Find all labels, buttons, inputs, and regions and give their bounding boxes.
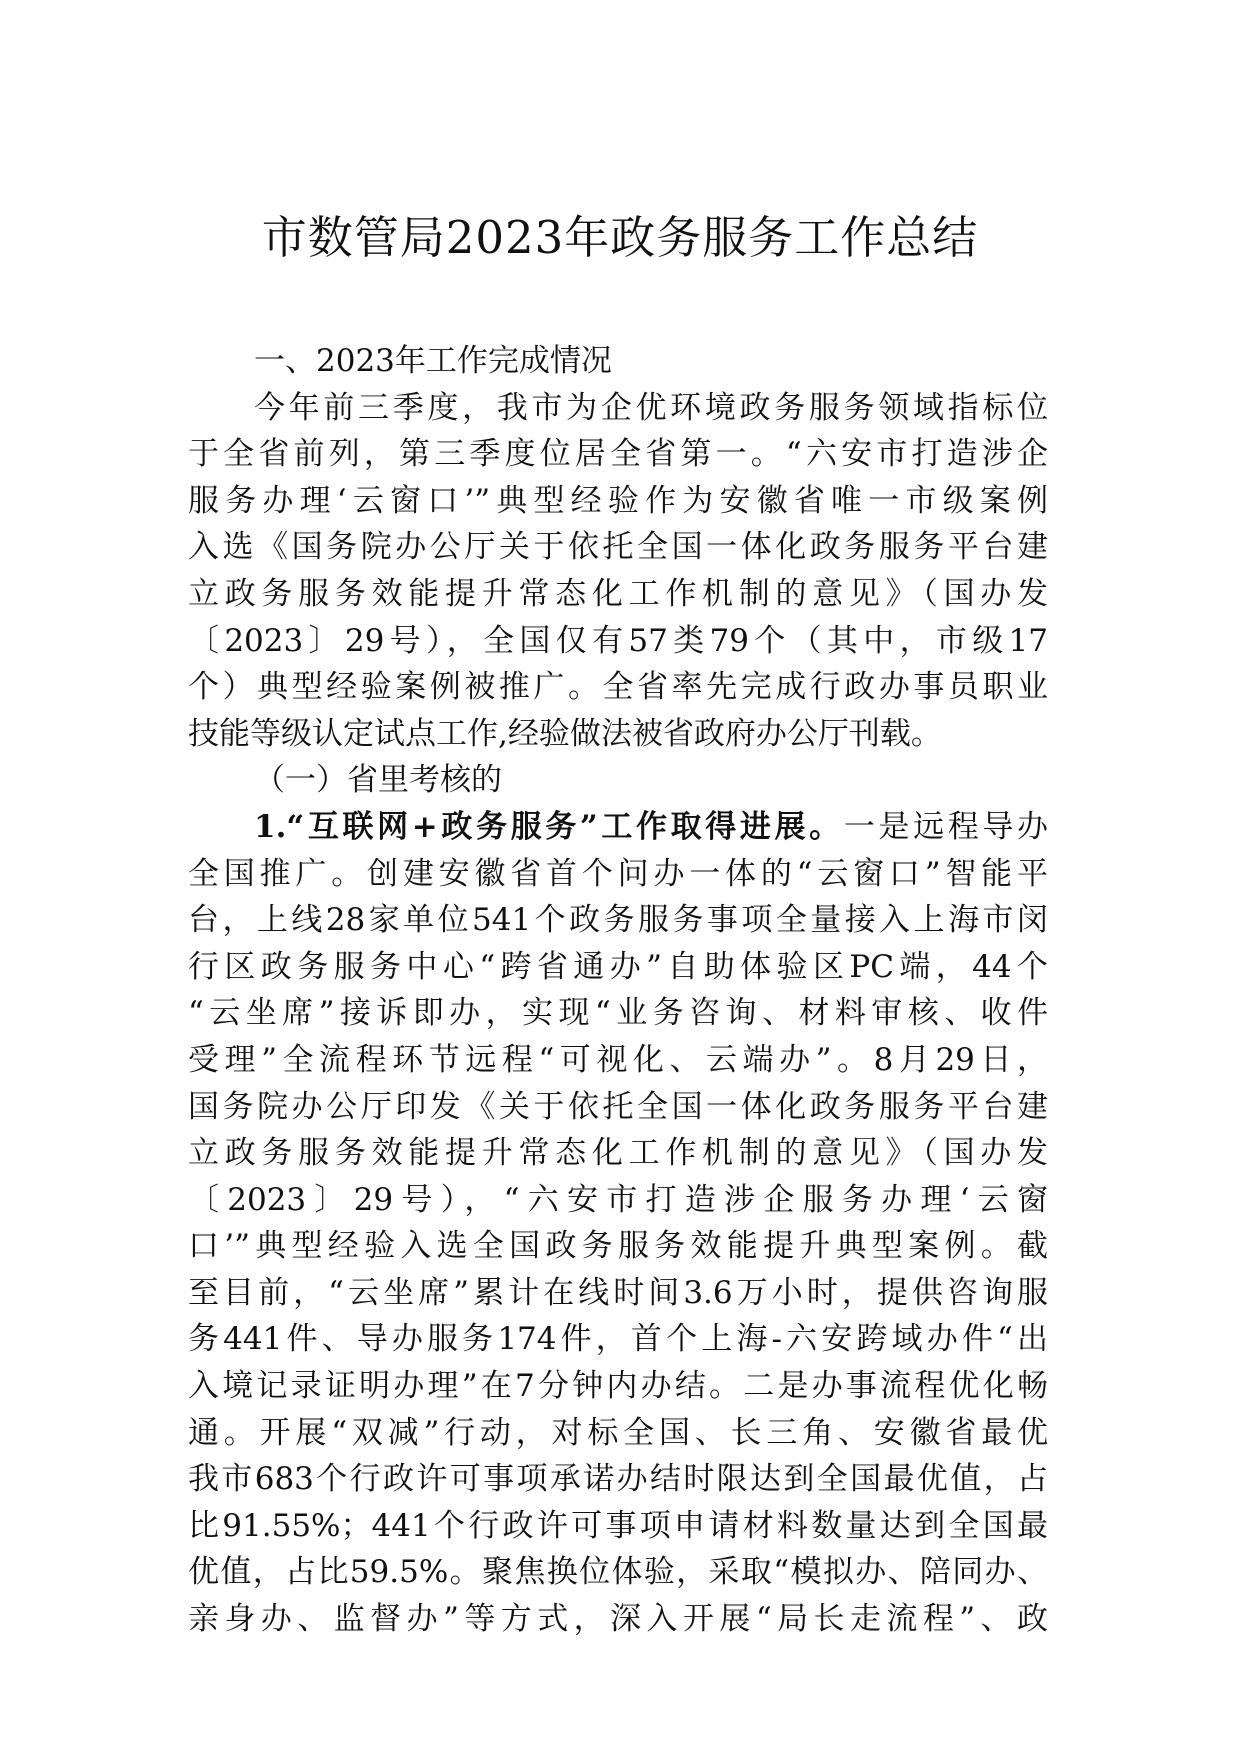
paragraph-line: [188, 1223, 1048, 1270]
line-text: 我市683个行政许可事项承诺办结时限达到全国最优值，占: [188, 1461, 1048, 1498]
paragraph-line: [188, 1177, 1048, 1224]
document-title: 市数管局2023年政务服务工作总结: [261, 211, 979, 264]
paragraph-line: [188, 944, 1048, 991]
line-text: 〔2023〕29号），全国仅有57类79个（其中，市级17: [188, 622, 1048, 659]
paragraph-line: [188, 571, 1048, 618]
line-text: 〔2023〕29号），“六安市打造涉企服务办理‘云窗: [188, 1181, 1048, 1218]
paragraph-line: [188, 431, 1048, 478]
line-text: 入境记录证明办理”在7分钟内办结。二是办事流程优化畅: [188, 1368, 1048, 1405]
section-heading: [188, 338, 1048, 385]
line-text: 全国推广。创建安徽省首个问办一体的“云窗口”智能平: [188, 855, 1048, 892]
subsection-heading: [188, 757, 1048, 804]
paragraph-line: [188, 1037, 1048, 1084]
line-text: 一是远程导办: [843, 808, 1049, 845]
paragraph-line: [188, 1596, 1048, 1643]
line-text: 一、2023年工作完成情况: [254, 343, 612, 379]
line-text: 行区政务服务中心“跨省通办”自助体验区PC端，44个: [188, 948, 1048, 985]
line-text: 口’”典型经验入选全国政务服务效能提升典型案例。截: [188, 1228, 1048, 1265]
line-text: 技能等级认定试点工作,经验做法被省政府办公厅刊载。: [188, 715, 942, 752]
paragraph-line: [188, 711, 1048, 758]
paragraph-line: [188, 851, 1048, 898]
paragraph-line: [188, 897, 1048, 944]
line-text: 至目前，“云坐席”累计在线时间3.6万小时，提供咨询服: [188, 1274, 1048, 1311]
line-text: 优值，占比59.5%。聚焦换位体验，采取“模拟办、陪同办、: [188, 1554, 1048, 1591]
line-text: 国务院办公厅印发《关于依托全国一体化政务服务平台建: [188, 1088, 1048, 1125]
paragraph-line: [188, 804, 1048, 851]
line-text: 比91.55%；441个行政许可事项申请材料数量达到全国最: [188, 1507, 1048, 1544]
paragraph-line: [188, 478, 1048, 525]
paragraph-line: [188, 618, 1048, 665]
paragraph-line: [188, 524, 1048, 571]
line-text: 服务办理‘云窗口’”典型经验作为安徽省唯一市级案例: [188, 482, 1048, 519]
paragraph-line: [188, 1410, 1048, 1457]
paragraph-line: [188, 1130, 1048, 1177]
line-text: 立政务服务效能提升常态化工作机制的意见》（国办发: [188, 575, 1048, 612]
paragraph-line: [188, 1316, 1048, 1363]
document-body: [188, 338, 1048, 1643]
line-text: 务441件、导办服务174件，首个上海-六安跨域办件“出: [188, 1321, 1048, 1358]
item-heading: 1.“互联网+政务服务”工作取得进展。: [254, 808, 844, 845]
paragraph-line: [188, 664, 1048, 711]
paragraph-line: [188, 1456, 1048, 1503]
line-text: 入选《国务院办公厅关于依托全国一体化政务服务平台建: [188, 529, 1048, 566]
line-text: 于全省前列，第三季度位居全省第一。“六安市打造涉企: [188, 436, 1048, 473]
line-text: （一）省里考核的: [254, 762, 502, 799]
paragraph-line: [188, 385, 1048, 432]
paragraph-line: [188, 1270, 1048, 1317]
line-text: 个）典型经验案例被推广。全省率先完成行政办事员职业: [188, 669, 1048, 706]
line-text: 立政务服务效能提升常态化工作机制的意见》（国办发: [188, 1135, 1048, 1172]
paragraph-line: [188, 1084, 1048, 1131]
paragraph-line: [188, 1503, 1048, 1550]
line-text: 通。开展“双减”行动，对标全国、长三角、安徽省最优: [188, 1414, 1048, 1451]
line-text: “云坐席”接诉即办，实现“业务咨询、材料审核、收件: [188, 995, 1048, 1032]
line-text: 今年前三季度，我市为企优环境政务服务领域指标位: [254, 389, 1048, 426]
paragraph-line: [188, 990, 1048, 1037]
paragraph-line: [188, 1549, 1048, 1596]
paragraph-line: [188, 1363, 1048, 1410]
line-text: 受理”全流程环节远程“可视化、云端办”。8月29日，: [188, 1041, 1048, 1078]
line-text: 台，上线28家单位541个政务服务事项全量接入上海市闵: [188, 902, 1048, 939]
line-text: 亲身办、监督办”等方式，深入开展“局长走流程”、政: [188, 1601, 1048, 1638]
